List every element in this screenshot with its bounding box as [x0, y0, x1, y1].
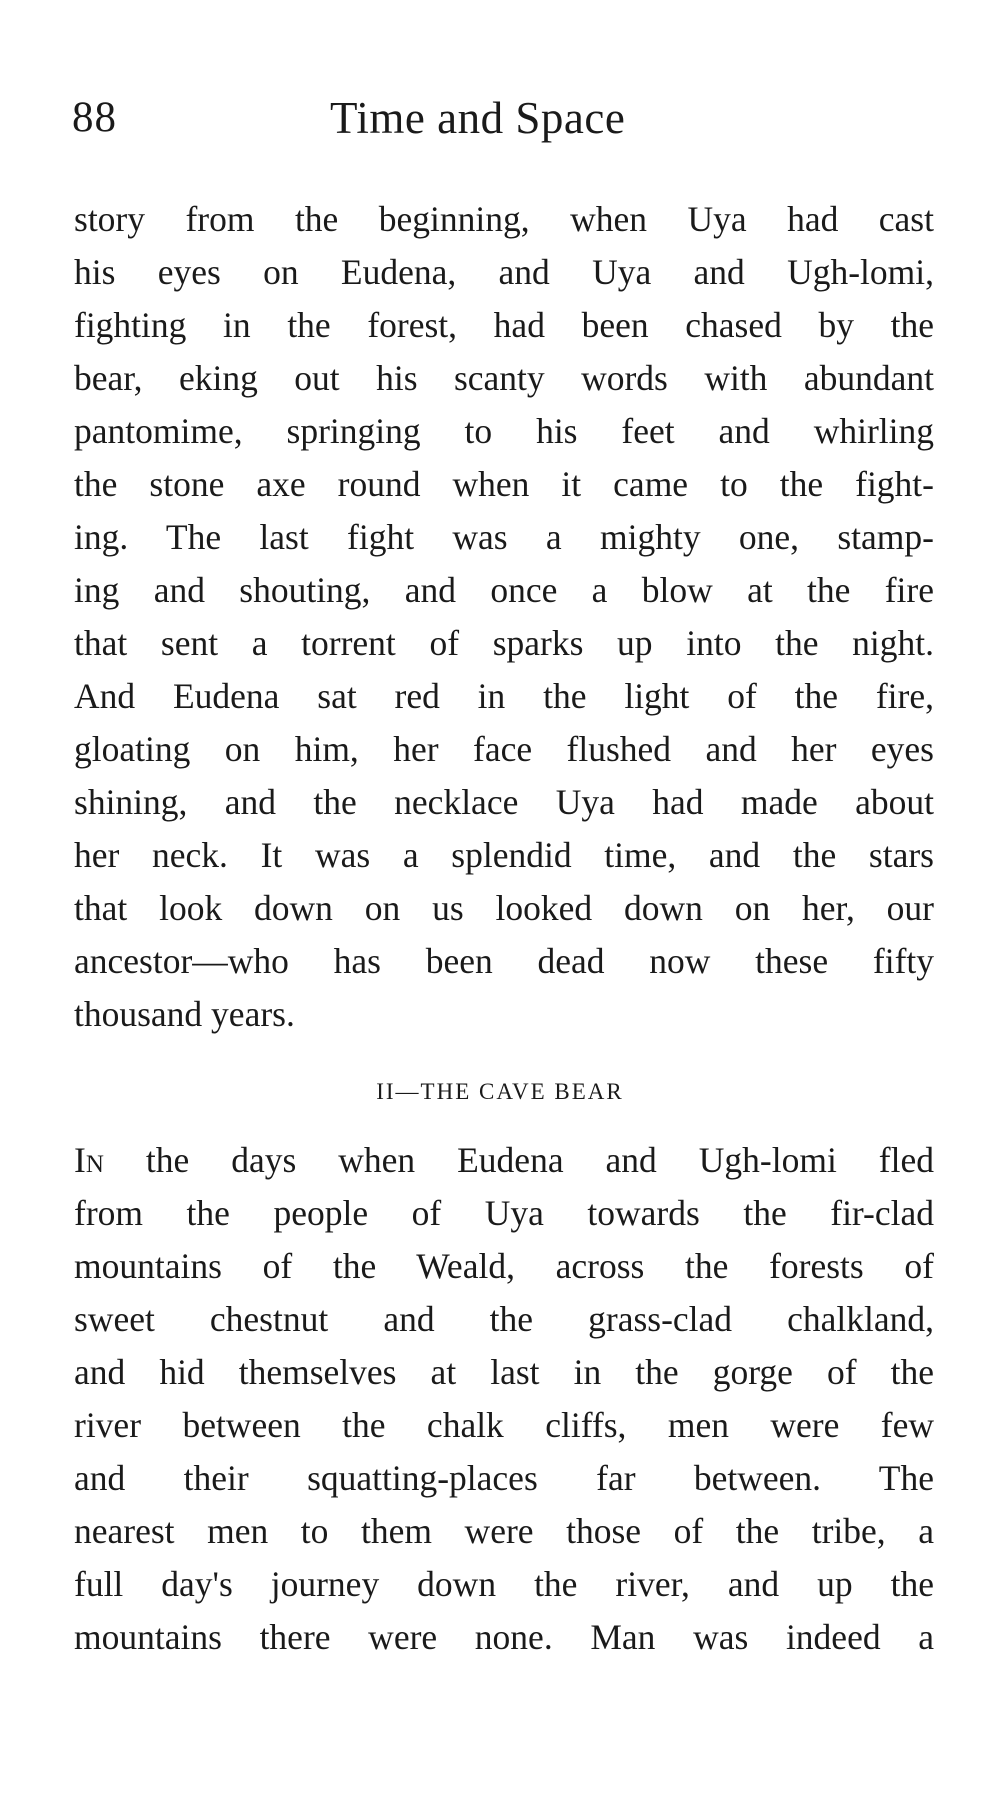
text-line: fighting in the forest, had been chased by the: [74, 305, 934, 345]
text-line: ing and shouting, and once a blow at the fire: [74, 570, 934, 610]
text-line: sweet chestnut and the grass-clad chalkland,: [74, 1299, 934, 1339]
text-line: nearest men to them were those of the tribe, a: [74, 1511, 934, 1551]
running-title: Time and Space: [330, 93, 626, 143]
first-line-text: the days when Eudena and Ugh-lomi fled: [103, 1140, 934, 1180]
text-line: pantomime, springing to his feet and whirling: [74, 411, 934, 451]
text-line: the stone axe round when it came to the fight-: [74, 464, 934, 504]
text-line: ancestor—who has been dead now these fifty: [74, 941, 934, 981]
text-line: that look down on us looked down on her, our: [74, 888, 934, 928]
paragraph-section-start: [74, 1134, 934, 1664]
text-line: her neck. It was a splendid time, and the stars: [74, 835, 934, 875]
text-line: And Eudena sat red in the light of the fire,: [74, 676, 934, 716]
text-line: his eyes on Eudena, and Uya and Ugh-lomi,: [74, 252, 934, 292]
text-line: bear, eking out his scanty words with abundant: [74, 358, 934, 398]
text-line: full day's journey down the river, and up the: [74, 1564, 934, 1604]
running-head: [72, 88, 942, 148]
text-line: story from the beginning, when Uya had cast: [74, 199, 934, 239]
text-line-first: [74, 1134, 934, 1187]
text-line: river between the chalk cliffs, men were few: [74, 1405, 934, 1445]
text-line: and their squatting-places far between. The: [74, 1458, 934, 1498]
text-line: gloating on him, her face flushed and her eyes: [74, 729, 934, 769]
text-line: shining, and the necklace Uya had made about: [74, 782, 934, 822]
paragraph-continued: [74, 193, 934, 1041]
text-line: and hid themselves at last in the gorge of the: [74, 1352, 934, 1392]
text-line: thousand years.: [74, 994, 295, 1034]
text-line: mountains there were none. Man was indeed a: [74, 1617, 934, 1657]
section-heading: II—THE CAVE BEAR: [376, 1079, 624, 1104]
drop-word: In: [74, 1140, 104, 1180]
text-line: from the people of Uya towards the fir-clad: [74, 1193, 934, 1233]
page-number: 88: [72, 94, 117, 141]
text-line: ing. The last fight was a mighty one, stamp-: [74, 517, 934, 557]
text-line: that sent a torrent of sparks up into the night.: [74, 623, 934, 663]
text-line: mountains of the Weald, across the forests of: [74, 1246, 934, 1286]
